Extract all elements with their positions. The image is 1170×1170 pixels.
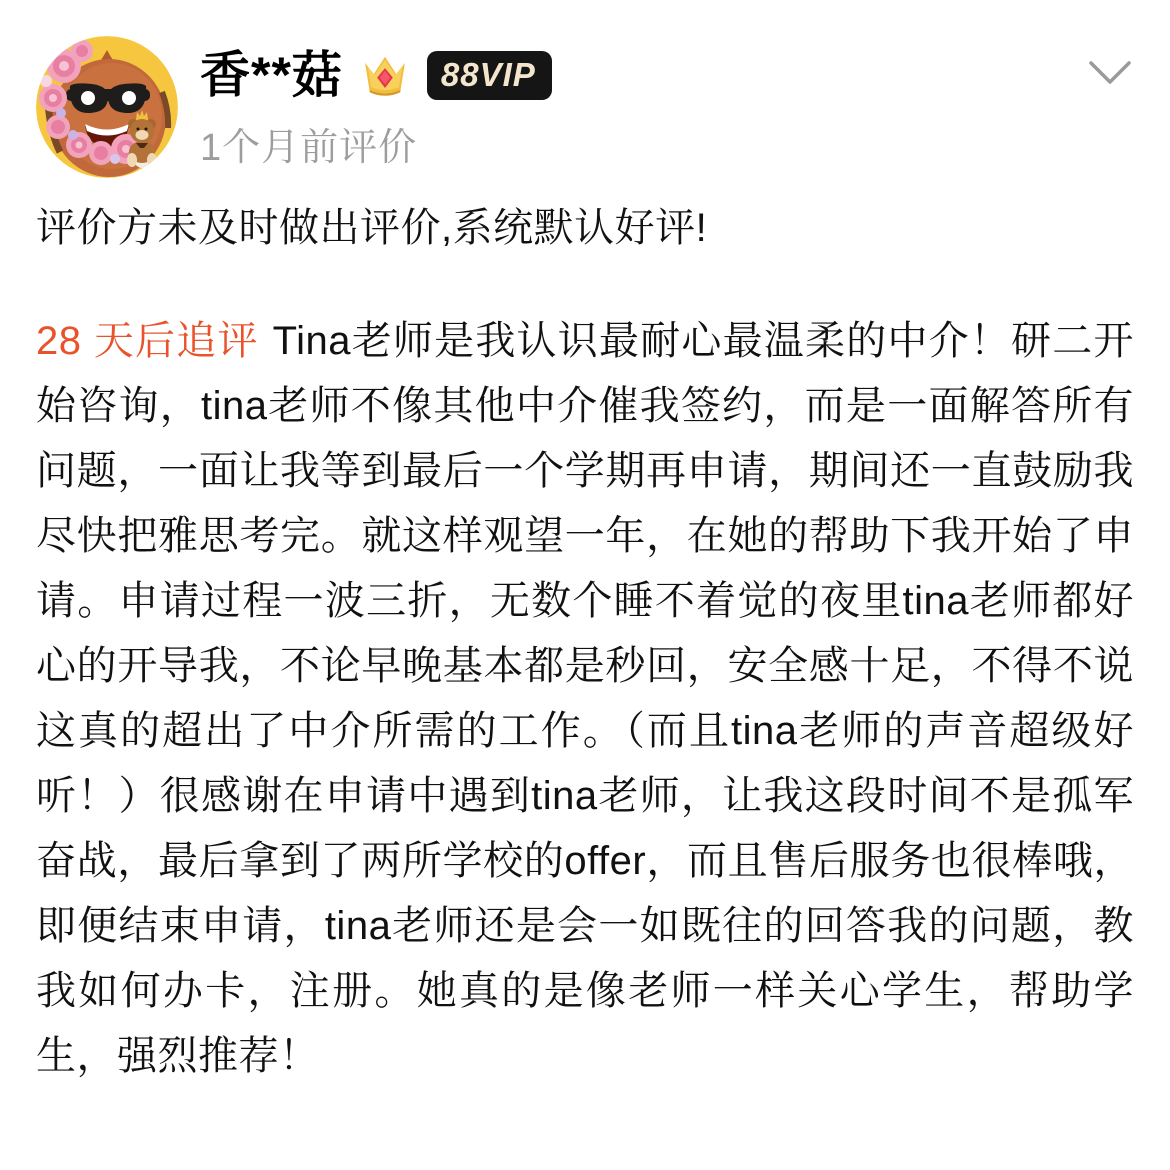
review-header: [36, 36, 1134, 178]
review-timestamp: 1个月前评价: [200, 127, 418, 169]
followup-review: [36, 309, 1134, 1089]
avatar[interactable]: [36, 36, 178, 178]
reviewer-info: [200, 36, 552, 171]
crown-icon: [359, 50, 411, 100]
chevron-down-icon[interactable]: [1082, 54, 1138, 92]
username: 香**菇: [200, 47, 343, 103]
vip-badge: 88VIP: [427, 51, 552, 100]
avatar-image: [36, 36, 178, 178]
followup-text: Tina老师是我认识最耐心最温柔的中介！研二开始咨询，tina老师不像其他中介催我签约，而是一面解答所有问题，一面让我等到最后一个学期再申请，期间还一直鼓励我尽快把雅思考完。就这样观望一年，在她的帮助下我开始了申请。申请过程一波三折，无数个睡不着觉的夜里tina老师都好心的开导我，不论早晚基本都是秒回，安全感十足，不得不说这真的超出了中介所需的工作。（而且tina老师的声音超级好听！）很感谢在申请中遇到tina老师，让我这段时间不是孤军奋战，最后拿到了两所学校的offer，而且售后服务也很棒哦，即便结束申请，tina老师还是会一如既往的回答我的问题，教我如何办卡，注册。她真的是像老师一样关心学生，帮助学生，强烈推荐！: [36, 319, 1135, 1078]
system-default-note: 评价方未及时做出评价,系统默认好评!: [36, 206, 708, 250]
name-row: [200, 47, 552, 103]
review-body: [36, 196, 1134, 1089]
followup-label: 28 天后追评: [36, 319, 259, 363]
